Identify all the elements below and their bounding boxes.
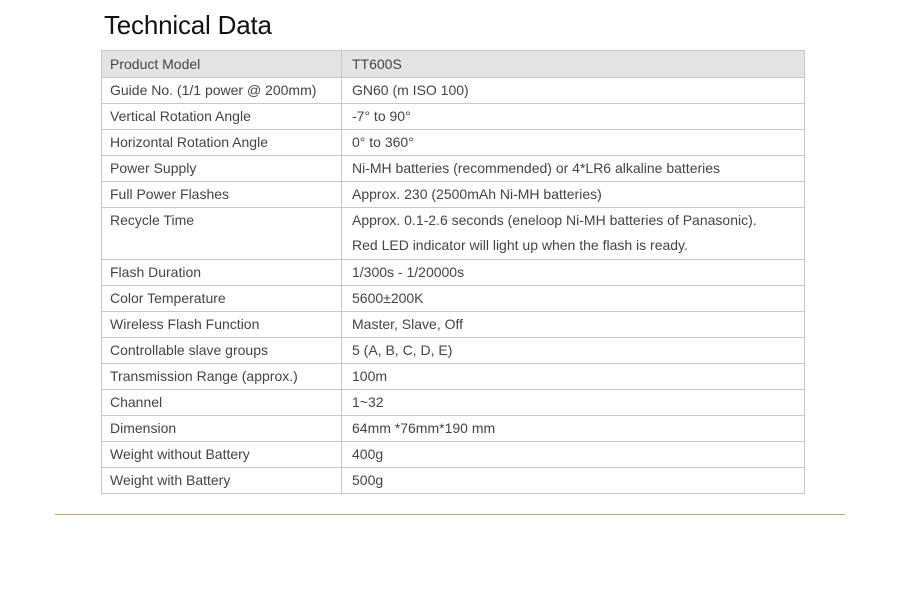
table-row bbox=[102, 468, 805, 494]
row-value-line-1: Approx. 0.1-2.6 seconds (eneloop Ni-MH batteries of Panasonic). bbox=[352, 212, 757, 228]
row-label: Horizontal Rotation Angle bbox=[102, 130, 342, 156]
table-row bbox=[102, 338, 805, 364]
row-value: Approx. 230 (2500mAh Ni-MH batteries) bbox=[342, 182, 805, 208]
table-row bbox=[102, 416, 805, 442]
row-label: Recycle Time bbox=[102, 208, 342, 260]
row-value: GN60 (m ISO 100) bbox=[342, 78, 805, 104]
row-value: Master, Slave, Off bbox=[342, 312, 805, 338]
row-label: Transmission Range (approx.) bbox=[102, 364, 342, 390]
row-label: Dimension bbox=[102, 416, 342, 442]
table-row bbox=[102, 130, 805, 156]
row-value: 1/300s - 1/20000s bbox=[342, 260, 805, 286]
table-row bbox=[102, 390, 805, 416]
row-label: Wireless Flash Function bbox=[102, 312, 342, 338]
row-label: Weight with Battery bbox=[102, 468, 342, 494]
row-value: 0° to 360° bbox=[342, 130, 805, 156]
row-value bbox=[342, 208, 805, 260]
row-label: Controllable slave groups bbox=[102, 338, 342, 364]
row-value: 400g bbox=[342, 442, 805, 468]
row-label: Full Power Flashes bbox=[102, 182, 342, 208]
table-row bbox=[102, 312, 805, 338]
row-value: 100m bbox=[342, 364, 805, 390]
row-label: Guide No. (1/1 power @ 200mm) bbox=[102, 78, 342, 104]
table-row bbox=[102, 182, 805, 208]
row-value: 5600±200K bbox=[342, 286, 805, 312]
table-row bbox=[102, 260, 805, 286]
row-label: Flash Duration bbox=[102, 260, 342, 286]
page-title: Technical Data bbox=[104, 10, 272, 40]
row-value: 500g bbox=[342, 468, 805, 494]
table-header-row bbox=[102, 51, 805, 78]
header-label: Product Model bbox=[102, 51, 342, 78]
table-row bbox=[102, 364, 805, 390]
spec-table bbox=[101, 50, 805, 494]
row-value-line-2: Red LED indicator will light up when the flash is ready. bbox=[352, 237, 688, 253]
row-value: -7° to 90° bbox=[342, 104, 805, 130]
table-row bbox=[102, 442, 805, 468]
header-value: TT600S bbox=[342, 51, 805, 78]
table-row bbox=[102, 78, 805, 104]
row-value: 5 (A, B, C, D, E) bbox=[342, 338, 805, 364]
row-label: Weight without Battery bbox=[102, 442, 342, 468]
row-value: Ni-MH batteries (recommended) or 4*LR6 alkaline batteries bbox=[342, 156, 805, 182]
row-value: 1~32 bbox=[342, 390, 805, 416]
table-row bbox=[102, 156, 805, 182]
row-label: Color Temperature bbox=[102, 286, 342, 312]
table-row bbox=[102, 286, 805, 312]
row-label: Power Supply bbox=[102, 156, 342, 182]
row-label: Channel bbox=[102, 390, 342, 416]
row-value: 64mm *76mm*190 mm bbox=[342, 416, 805, 442]
divider bbox=[55, 514, 845, 515]
table-row bbox=[102, 104, 805, 130]
table-row bbox=[102, 208, 805, 260]
row-label: Vertical Rotation Angle bbox=[102, 104, 342, 130]
